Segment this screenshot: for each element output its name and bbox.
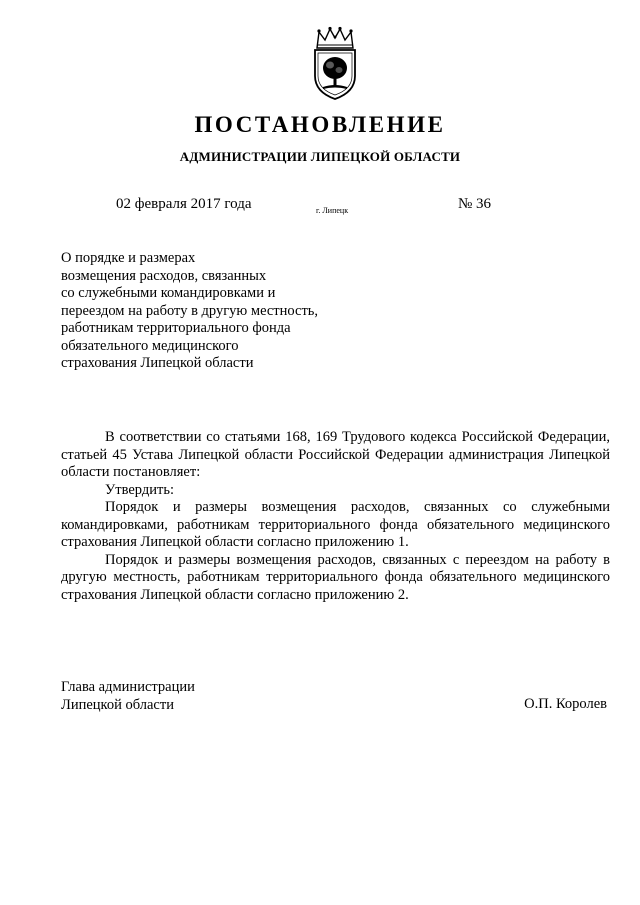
document-title: ПОСТАНОВЛЕНИЕ (194, 112, 446, 137)
signature-position-line: Глава администрации (61, 679, 195, 695)
coat-of-arms-icon (309, 26, 361, 102)
document-subject (61, 250, 361, 373)
document-subtitle: АДМИНИСТРАЦИИ ЛИПЕЦКОЙ ОБЛАСТИ (179, 149, 461, 164)
body-paragraph: Порядок и размеры возмещения расходов, связанных со служебными командировками, работникам территориального фонда обязательного медицинского страхования Липецкой области согласно приложению 1. (61, 499, 610, 550)
body-paragraph: В соответствии со статьями 168, 169 Трудового кодекса Российской Федерации, статьей 45 Устава Липецкой области Российской Федерации администрация Липецкой области постановляет: (61, 429, 610, 480)
subject-line: обязательного медицинского (61, 337, 239, 354)
document-number: № 36 (458, 196, 492, 212)
subject-line: возмещения расходов, связанных (61, 267, 267, 284)
body-paragraph: Порядок и размеры возмещения расходов, связанных с переездом на работу в другую местность, работникам территориального фонда обязательного медицинского страхования Липецкой области согласно приложению 2. (61, 551, 610, 603)
signature-position-line: Липецкой области (61, 696, 174, 713)
subject-line: со служебными командировками и (61, 285, 276, 301)
subject-line: О порядке и размерах (61, 250, 196, 266)
subject-line: переездом на работу в другую местность, (61, 302, 319, 319)
document-city: г. Липецк (316, 206, 349, 215)
document-body (61, 429, 610, 604)
signature-position (61, 679, 195, 714)
document-date: 02 февраля 2017 года (116, 196, 252, 212)
signature-name: О.П. Королев (524, 696, 607, 712)
body-paragraph: Утвердить: (105, 481, 174, 498)
subject-line: страхования Липецкой области (61, 355, 254, 371)
subject-line: работникам территориального фонда (61, 320, 291, 336)
